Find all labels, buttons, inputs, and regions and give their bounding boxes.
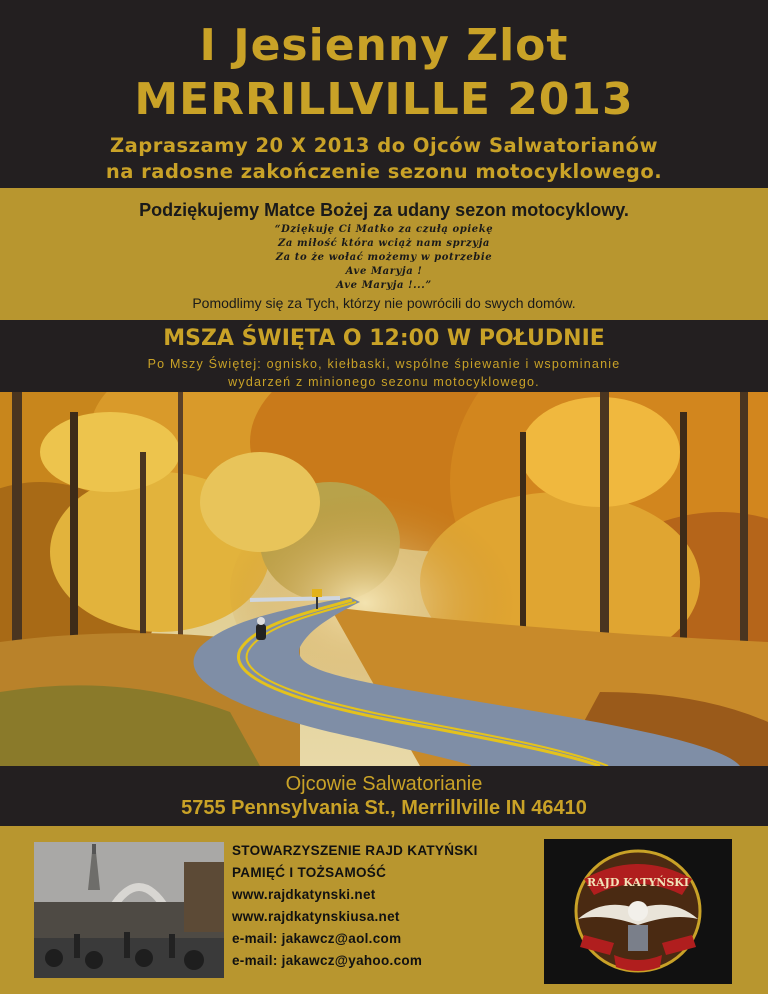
after-mass-line-2: wydarzeń z minionego sezonu motocyklowego. — [228, 375, 540, 389]
invite-line-2: na radosne zakończenie sezonu motocyklowego. — [105, 160, 663, 183]
prayer-line: Za miłość która wciąż nam sprzyja — [277, 238, 491, 249]
footer — [0, 826, 768, 994]
logo-text: RAJD KATYŃSKI — [586, 876, 690, 889]
pray-for-text: Pomodlimy się za Tych, którzy nie powrócili do swych domów. — [192, 295, 576, 311]
autumn-road-illustration — [0, 392, 768, 766]
website-link-usa[interactable]: www.rajdkatynskiusa.net — [232, 909, 400, 924]
logo-emblem — [544, 839, 732, 984]
venue-name: Ojcowie Salwatorianie — [285, 773, 483, 795]
mass-title: MSZA ŚWIĘTA O 12:00 W POŁUDNIE — [163, 326, 605, 351]
thanks-band — [0, 188, 768, 320]
church-photo — [34, 842, 224, 978]
email-aol[interactable]: e-mail: jakawcz@aol.com — [232, 931, 402, 946]
website-link[interactable]: www.rajdkatynski.net — [232, 887, 376, 902]
org-name-line-2: PAMIĘĆ I TOŻSAMOŚĆ — [232, 865, 387, 880]
autumn-road-photo — [0, 392, 768, 766]
prayer-line: Ave Maryja ! — [345, 266, 423, 277]
after-mass-line-1: Po Mszy Świętej: ognisko, kiełbaski, wspólne śpiewanie i wspominanie — [147, 357, 621, 371]
prayer-line: Za to że wołać możemy w potrzebie — [275, 252, 493, 263]
rajd-katynski-logo — [544, 839, 732, 984]
thanks-text: Podziękujemy Matce Bożej za udany sezon motocyklowy. — [139, 200, 629, 220]
prayer-line: “Dziękuję Ci Matko za czułą opiekę — [274, 224, 494, 235]
contact-info — [232, 840, 532, 972]
mass-band — [0, 320, 768, 392]
org-name-line-1: STOWARZYSZENIE RAJD KATYŃSKI — [232, 843, 478, 858]
title-line-1: I Jesienny Zlot — [199, 20, 569, 71]
church-illustration — [34, 842, 224, 978]
invite-line-1: Zapraszamy 20 X 2013 do Ojców Salwatorianów — [110, 134, 658, 157]
address-band — [0, 766, 768, 826]
venue-street: 5755 Pennsylvania St., Merrillville IN 46410 — [181, 797, 587, 819]
email-yahoo[interactable]: e-mail: jakawcz@yahoo.com — [232, 953, 423, 968]
prayer-line: Ave Maryja !...” — [336, 280, 432, 291]
title-line-2: MERRILLVILLE 2013 — [134, 74, 634, 125]
header — [0, 0, 768, 188]
